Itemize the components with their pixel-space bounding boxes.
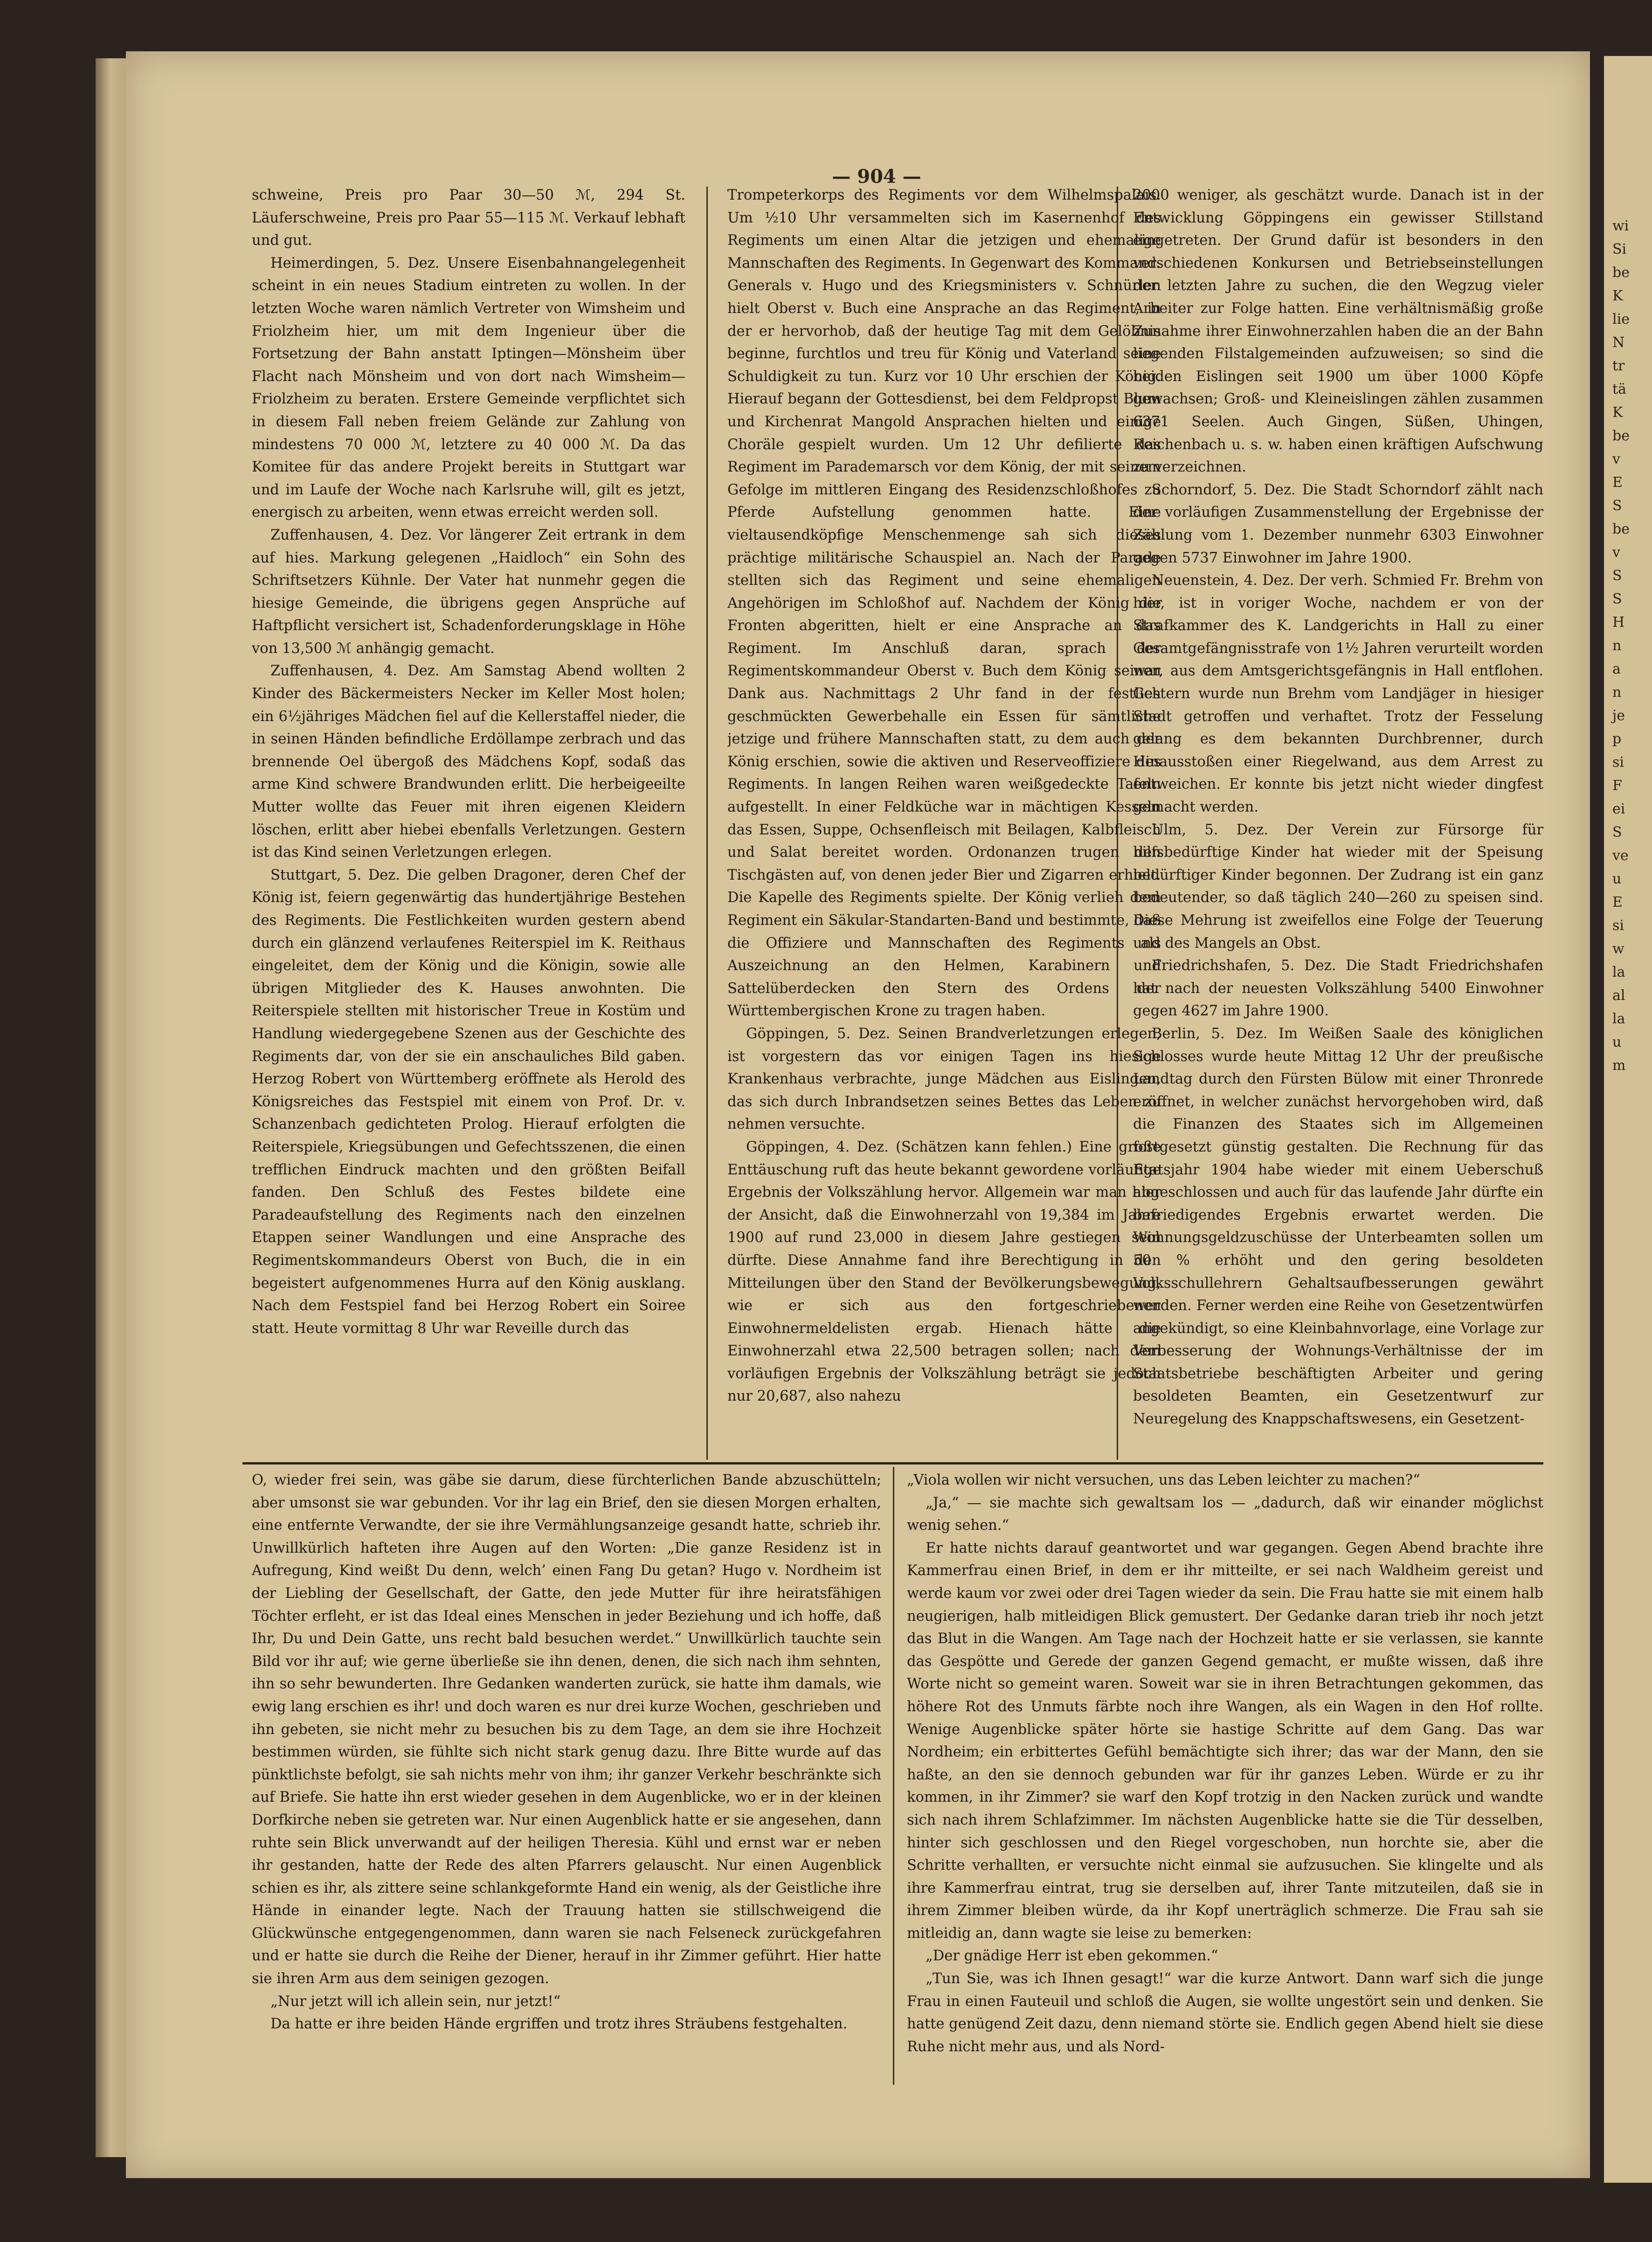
adjacent-page-fragment: al bbox=[1612, 987, 1625, 1004]
adjacent-page-fragment: F bbox=[1612, 777, 1622, 794]
adjacent-page-fragment: si bbox=[1612, 754, 1624, 770]
story-paragraph: Er hatte nichts darauf geantwortet und war gegangen. Gegen Abend brachte ihre Kammerfrau einen Brief, in dem er ihr mitteilte, er sei nach Waldheim gereist und werde kaum vor zwei oder drei Tagen wieder da sein. Die Frau hatte sie mit einem halb neugierigen, halb mitleidigen Blick gemustert. Der Gedanke daran trieb ihr noch jetzt das Blut in die Wangen. Am Tage nach der Hochzeit hatte er sie verlassen, sie kannte das Gespötte und Gerede der ganzen Gegend gemacht, er mußte wissen, daß ihre Worte nicht so gemeint waren. Soweit war sie in ihren Betrachtungen gekommen, das höhere Rot des Unmuts färbte noch ihre Wangen, als ein Wagen in den Hof rollte. Wenige Augenblicke später hörte sie hastige Schritte auf dem Gang. Das war Nordheim; ein erbittertes Gefühl bemächtigte sich ihrer; das war der Mann, den sie haßte, an den sie dennoch gebunden war für ihr ganzes Leben. Würde er zu ihr kommen, in ihr Zimmer? sie warf den Kopf trotzig in den Nacken zurück und wandte sich nach ihrem Schlafzimmer. Im nächsten Augenblicke hatte sie die Tür desselben, hinter sich geschlossen und den Riegel vorgeschoben, nun horchte sie, aber die Schritte verhallten, er versuchte nicht einmal sie aufzusuchen. Sie klingelte und als ihre Kammerfrau eintrat, trug sie derselben auf, ihrer Tante mitzuteilen, daß sie in ihrem Zimmer bleiben würde, da ihr Kopf unerträglich schmerze. Die Frau sah sie mitleidig an, dann wagte sie leise zu bemerken: bbox=[907, 1540, 1543, 1942]
adjacent-page-fragment: la bbox=[1612, 964, 1625, 980]
news-paragraph: Ulm, 5. Dez. Der Verein zur Fürsorge für hilfsbedürftige Kinder hat wieder mit der Speisung bedürftiger Kinder begonnen. Der Zudrang ist ein ganz bedeutender, so daß täglich 240—260 zu speisen sind. Diese Mehrung ist zweifellos eine Folge der Teuerung und des Mangels an Obst. bbox=[1133, 821, 1543, 951]
adjacent-page-fragment: N bbox=[1612, 334, 1625, 351]
feuilleton-column-right bbox=[907, 1469, 1543, 2085]
adjacent-page-text bbox=[1604, 56, 1652, 1077]
adjacent-page-fragment: ei bbox=[1612, 801, 1625, 817]
adjacent-page-fragment: K bbox=[1612, 288, 1623, 304]
story-paragraph: „Viola wollen wir nicht versuchen, uns das Leben leichter zu machen?“ bbox=[907, 1472, 1420, 1488]
news-paragraph: Stuttgart, 5. Dez. Die gelben Dragoner, deren Chef der König ist, feiern gegenwärtig das hundertjährige Bestehen des Regiments. Die Festlichkeiten wurden gestern abend durch ein glänzend verlaufenes Reiterspiel im K. Reithaus eingeleitet, dem der König und die Königin, sowie alle übrigen Mitglieder des K. Hauses anwohnten. Die Reiterspiele stellten mit historischer Treue in Kostüm und Handlung wiedergegebene Szenen aus der Geschichte des Regiments dar, von der sie ein anschauliches Bild gaben. Herzog Robert von Württemberg eröffnete als Herold des Königsreiches das Festspiel mit einem von Prof. Dr. v. Schanzenbach gedichteten Prolog. Hierauf erfolgten die Reiterspiele, Kriegsübungen und Gefechtsszenen, die einen trefflichen Eindruck machten und den größten Beifall fanden. Den Schluß des Festes bildete eine Paradeaufstellung des Regiments nach den einzelnen Etappen seiner Wandlungen und eine Ansprache des Regimentskommandeurs Oberst von Buch, die in ein begeistert aufgenommenes Hurra auf den König ausklang. Nach dem Festspiel fand bei Herzog Robert ein Soiree statt. Heute vormittag 8 Uhr war Reveille durch das bbox=[252, 867, 685, 1337]
adjacent-page-fragment: S bbox=[1612, 568, 1622, 584]
adjacent-page-fragment: u bbox=[1612, 871, 1622, 887]
adjacent-page-fragment: be bbox=[1612, 428, 1630, 444]
adjacent-page-fragment: je bbox=[1612, 708, 1625, 724]
news-paragraph: Trompeterkorps des Regiments vor dem Wilhelmspalais. Um ½10 Uhr versammelten sich im Kasernenhof des Regiments um einen Altar die jetzigen und ehemalige Mannschaften des Regiments. In Gegenwart des Kommand. Generals v. Hugo und des Kriegsministers v. Schnürlen hielt Oberst v. Buch eine Ansprache an das Regiment, in der er hervorhob, daß der heutige Tag mit dem Gelöbnis beginne, furchtlos und treu für König und Vaterland seine Schuldigkeit zu tun. Kurz vor 10 Uhr erschien der König. Hierauf begann der Gottesdienst, bei dem Feldpropst Blum und Kirchenrat Mangold Ansprachen hielten und einige Choräle gespielt wurden. Um 12 Uhr defilierte das Regiment im Parademarsch vor dem König, der mit seinem Gefolge im mittleren Eingang des Residenzschloßhofes zu Pferde Aufstellung genommen hatte. Eine vieltausendköpfige Menschenmenge sah sich dieses prächtige militärische Schauspiel an. Nach der Parade stellten sich das Regiment und seine ehemaligen Angehörigen im Schloßhof auf. Nachdem der König die Fronten abgeritten, hielt er eine Ansprache an das Regiment. Im Anschluß daran, sprach der Regimentskommandeur Oberst v. Buch dem König seinen Dank aus. Nachmittags 2 Uhr fand in der festlich geschmückten Gewerbehalle ein Essen für sämtliche jetzige und frühere Mannschaften statt, zu dem auch der König erschien, sowie die aktiven und Reserveoffiziere des Regiments. In langen Reihen waren weißgedeckte Tafeln aufgestellt. In einer Feldküche war in mächtigen Kesseln das Essen, Suppe, Ochsenfleisch mit Beilagen, Kalbfleisch und Salat bereitet worden. Ordonanzen trugen den Tischgästen auf, von denen jeder Bier und Zigarren erhielt. Die Kapelle des Regiments spielte. Der König verlieh dem Regiment ein Säkular-Standarten-Band und bestimmte, daß die Offiziere und Mannschaften des Regiments als Auszeichnung an den Helmen, Karabinern und Sattelüberdecken den Stern des Ordens der Württembergischen Krone zu tragen haben. bbox=[727, 187, 1161, 1020]
adjacent-page-fragment: tr bbox=[1612, 358, 1625, 374]
adjacent-page-fragment: H bbox=[1612, 614, 1625, 631]
news-paragraph: Göppingen, 4. Dez. (Schätzen kann fehlen.) Eine große Enttäuschung ruft das heute bekannt gewordene vorläufige Ergebnis der Volkszählung hervor. Allgemein war man hier der Ansicht, daß die Einwohnerzahl von 19,384 im Jahre 1900 auf rund 23,000 in diesem Jahre gestiegen sein dürfte. Diese Annahme fand ihre Berechtigung in den Mitteilungen über den Stand der Bevölkerungsbewegung, wie er sich aus den fortgeschriebenen Einwohnermeldelisten ergab. Hienach hätte die Einwohnerzahl etwa 22,500 betragen sollen; nach dem vorläufigen Ergebnis der Volkszählung beträgt sie jedoch nur 20,687, also nahezu bbox=[727, 1138, 1161, 1405]
adjacent-page-fragment: E bbox=[1612, 474, 1623, 491]
story-paragraph: O, wieder frei sein, was gäbe sie darum, diese fürchterlichen Bande abzuschütteln; aber umsonst sie war gebunden. Vor ihr lag ein Brief, den sie diesen Morgen erhalten, eine entfernte Verwandte, der sie ihre Vermählungsanzeige gesandt hatte, schrieb ihr. Unwillkürlich hafteten ihre Augen auf den Worten: „Die ganze Residenz ist in Aufregung, Kind weißt Du denn, welch’ einen Fang Du getan? Hugo v. Nordheim ist der Liebling der Gesellschaft, der Gatte, den jede Mutter für ihre heiratsfähigen Töchter erfleht, er ist das Ideal eines Menschen in jeder Beziehung und ich hoffe, daß Ihr, Du und Dein Gatte, uns recht bald besuchen werdet.“ Unwillkürlich tauchte sein Bild vor ihr auf; wie gerne überließe sie ihn denen, denen, die sich nach ihm sehnten, ihn so sehr bewunderten. Ihre Gedanken wanderten zurück, sie hatte ihm damals, wie ewig lang erschien es ihr! und doch waren es nur drei kurze Wochen, geschrieben und ihn gebeten, sie nicht mehr zu besuchen bis zu dem Tage, an dem sie ihre Hochzeit bestimmen würden, sie fühlte sich nicht stark genug dazu. Ihre Bitte wurde auf das pünktlichste befolgt, sie sah nichts mehr von ihm; ihr ganzer Verkehr beschränkte sich auf Briefe. Sie hatte ihn erst wieder gesehen in dem Augenblicke, wo er in der kleinen Dorfkirche neben sie getreten war. Nur einen Augenblick hatte er sie angesehen, dann ruhte sein Blick unverwandt auf der heiligen Theresia. Kühl und ernst war er neben ihr gestanden, hatte der Rede des alten Pfarrers gelauscht. Nur einen Augenblick schien es ihr, als zittere seine schlankgeformte Hand ein wenig, als der Geistliche ihre Hände in einander legte. Nach der Trauung hatten sie stillschweigend die Glückwünsche entgegengenommen, dann waren sie nach Felseneck zurückgefahren und er hatte sie durch die Reihe der Diener, herauf in ihr Zimmer geführt. Hier hatte sie ihren Arm aus dem seinigen gezogen. bbox=[252, 1472, 881, 1987]
adjacent-page-edge bbox=[1604, 56, 1652, 2183]
adjacent-page-fragment: ve bbox=[1612, 847, 1629, 864]
adjacent-page-fragment: m bbox=[1612, 1057, 1626, 1074]
feuilleton-separator bbox=[242, 1462, 1543, 1465]
column-divider bbox=[706, 187, 708, 1460]
news-paragraph: Neuenstein, 4. Dez. Der verh. Schmied Fr. Brehm von hier, ist in voriger Woche, nachdem er von der Strafkammer des K. Landgerichts in Hall zu einer Gesamtgefängnisstrafe von 1½ Jahren verurteilt worden war, aus dem Amtsgerichtsgefängnis in Hall entflohen. Gestern wurde nun Brehm vom Landjäger in hiesiger Stadt getroffen und verhaftet. Trotz der Fesselung gelang es dem bekannten Durchbrenner, durch Hinausstoßen einer Riegelwand, aus dem Arrest zu entweichen. Er konnte bis jetzt nicht wieder dingfest gemacht werden. bbox=[1133, 572, 1543, 816]
news-column-1 bbox=[252, 184, 685, 1460]
adjacent-page-fragment: S bbox=[1612, 498, 1622, 514]
adjacent-page-fragment: la bbox=[1612, 1011, 1625, 1027]
adjacent-page-fragment: E bbox=[1612, 894, 1623, 910]
adjacent-page-fragment: w bbox=[1612, 941, 1624, 957]
adjacent-page-fragment: lie bbox=[1612, 311, 1630, 327]
page-number: — 904 — bbox=[832, 166, 921, 187]
news-paragraph: Zuffenhausen, 4. Dez. Am Samstag Abend wollten 2 Kinder des Bäckermeisters Necker im Keller Most holen; ein 6½jähriges Mädchen fiel auf die Kellerstaffel nieder, die in seinen Händen befindliche Erdöllampe zerbrach und das brennende Oel übergoß des Mädchens Kopf, sodaß das arme Kind schwere Brandwunden erlitt. Die herbeigeeilte Mutter wollte das Feuer mit ihren eigenen Kleidern löschen, erlitt aber hiebei ebenfalls Verletzungen. Gestern ist das Kind seinen Verletzungen erlegen. bbox=[252, 663, 685, 861]
adjacent-page-fragment: Si bbox=[1612, 241, 1627, 257]
news-paragraph: Friedrichshafen, 5. Dez. Die Stadt Friedrichshafen hat nach der neuesten Volkszählung 5400 Einwohner gegen 4627 im Jahre 1900. bbox=[1133, 958, 1543, 1020]
news-paragraph: Schorndorf, 5. Dez. Die Stadt Schorndorf zählt nach der vorläufigen Zusammenstellung der Ergebnisse der Zählung vom 1. Dezember nunmehr 6303 Einwohner gegen 5737 Einwohner im Jahre 1900. bbox=[1133, 481, 1543, 566]
news-paragraph: Zuffenhausen, 4. Dez. Vor längerer Zeit ertrank in dem auf hies. Markung gelegenen „Haidloch“ ein Sohn des Schriftsetzers Kühnle. Der Vater hat nunmehr gegen die hiesige Gemeinde, die übrigens gegen Ansprüche auf Haftpflicht versichert ist, Schadenforderungsklage in Höhe von 13,500 ℳ anhängig gemacht. bbox=[252, 527, 685, 657]
adjacent-page-fragment: p bbox=[1612, 731, 1622, 747]
adjacent-page-fragment: u bbox=[1612, 1034, 1622, 1050]
feuilleton-column-left bbox=[252, 1469, 881, 2085]
column-divider bbox=[893, 1467, 894, 2085]
news-column-2 bbox=[727, 184, 1161, 1460]
adjacent-page-fragment: a bbox=[1612, 661, 1621, 677]
adjacent-page-fragment: tä bbox=[1612, 381, 1626, 397]
story-paragraph: Da hatte er ihre beiden Hände ergriffen und trotz ihres Sträubens festgehalten. bbox=[270, 2016, 848, 2033]
news-paragraph: Göppingen, 5. Dez. Seinen Brandverletzungen erlegen, ist vorgestern das vor einigen Tagen ins hiesige Krankenhaus verbrachte, junge Mädchen aus Eislingen, das sich durch Inbrandsetzen seines Bettes das Leben zu nehmen versuchte. bbox=[727, 1025, 1161, 1133]
adjacent-page-fragment: be bbox=[1612, 521, 1630, 537]
adjacent-page-fragment: n bbox=[1612, 684, 1622, 701]
news-paragraph: Heimerdingen, 5. Dez. Unsere Eisenbahnangelegenheit scheint in ein neues Stadium eintreten zu wollen. In der letzten Woche waren nämlich Vertreter von Wimsheim und Friolzheim hier, um mit dem Ingenieur über die Fortsetzung der Bahn anstatt Iptingen—Mönsheim über Flacht nach Mönsheim und von dort nach Wimsheim—Friolzheim zu beraten. Erstere Gemeinde verpflichtet sich in diesem Fall neben freiem Gelände zur Zahlung von mindestens 70 000 ℳ, letztere zu 40 000 ℳ. Da das Komitee für das andere Projekt bereits in Stuttgart war und im Laufe der Woche nach Karlsruhe will, gilt es jetzt, energisch zu arbeiten, wenn etwas erreicht werden soll. bbox=[252, 255, 685, 521]
news-column-3 bbox=[1133, 184, 1543, 1460]
adjacent-page-fragment: S bbox=[1612, 824, 1622, 840]
news-paragraph: Berlin, 5. Dez. Im Weißen Saale des königlichen Schlosses wurde heute Mittag 12 Uhr der preußische Landtag durch den Fürsten Bülow mit einer Thronrede eröffnet, in welcher zunächst hervorgehoben wird, daß die Finanzen des Staates sich im Allgemeinen fortgesetzt günstig gestalten. Die Rechnung für das Etatsjahr 1904 habe wieder mit einem Ueberschuß abgeschlossen und auch für das laufende Jahr dürfte ein befriedigendes Ergebnis erwartet werden. Die Wohnungsgeldzuschüsse der Unterbeamten sollen um 50 % erhöht und den gering besoldeten Volksschullehrern Gehaltsaufbesserungen gewährt werden. Ferner werden eine Reihe von Gesetzentwürfen angekündigt, so eine Kleinbahnvorlage, eine Vorlage zur Verbesserung der Wohnungs-Verhältnisse der im Staatsbetriebe beschäftigten Arbeiter und gering besoldeten Beamten, ein Gesetzentwurf zur Neuregelung des Knappschaftswesens, ein Gesetzent- bbox=[1133, 1025, 1543, 1428]
news-paragraph: schweine, Preis pro Paar 30—50 ℳ, 294 St. Läuferschweine, Preis pro Paar 55—115 ℳ. Verkauf lebhaft und gut. bbox=[252, 187, 685, 249]
story-paragraph: „Ja,“ — sie machte sich gewaltsam los — „dadurch, daß wir einander möglichst wenig sehen.“ bbox=[907, 1494, 1543, 1534]
story-paragraph: „Tun Sie, was ich Ihnen gesagt!“ war die kurze Antwort. Dann warf sich die junge Frau in einen Fauteuil und schloß die Augen, sie wollte ungestört sein und denken. Sie hatte genügend Zeit dazu, denn niemand störte sie. Endlich gegen Abend hielt sie diese Ruhe nicht mehr aus, und als Nord- bbox=[907, 1971, 1543, 2055]
story-paragraph: „Nur jetzt will ich allein sein, nur jetzt!“ bbox=[270, 1993, 561, 2010]
adjacent-page-fragment: n bbox=[1612, 638, 1622, 654]
adjacent-page-fragment: si bbox=[1612, 917, 1624, 934]
adjacent-page-fragment: K bbox=[1612, 404, 1623, 421]
adjacent-page-fragment: S bbox=[1612, 591, 1622, 607]
story-paragraph: „Der gnädige Herr ist eben gekommen.“ bbox=[926, 1948, 1218, 1964]
adjacent-page-fragment: v bbox=[1612, 451, 1620, 467]
news-paragraph: 2000 weniger, als geschätzt wurde. Danach ist in der Entwicklung Göppingens ein gewisser Stillstand eingetreten. Der Grund dafür ist besonders in den verschiedenen Konkursen und Betriebseinstellungen der letzten Jahre zu suchen, die den Wegzug vieler Arbeiter zur Folge hatten. Eine verhältnismäßig große Zunahme ihrer Einwohnerzahlen haben die an der Bahn liegenden Filstalgemeinden aufzuweisen; so sind die beiden Eislingen seit 1900 um über 1000 Köpfe gewachsen; Groß- und Kleineislingen zählen zusammen 6371 Seelen. Auch Gingen, Süßen, Uhingen, Reichenbach u. s. w. haben einen kräftigen Aufschwung zu verzeichnen. bbox=[1133, 187, 1543, 476]
adjacent-page-fragment: wi bbox=[1612, 218, 1629, 234]
adjacent-page-fragment: v bbox=[1612, 544, 1620, 561]
adjacent-page-fragment: be bbox=[1612, 264, 1630, 281]
